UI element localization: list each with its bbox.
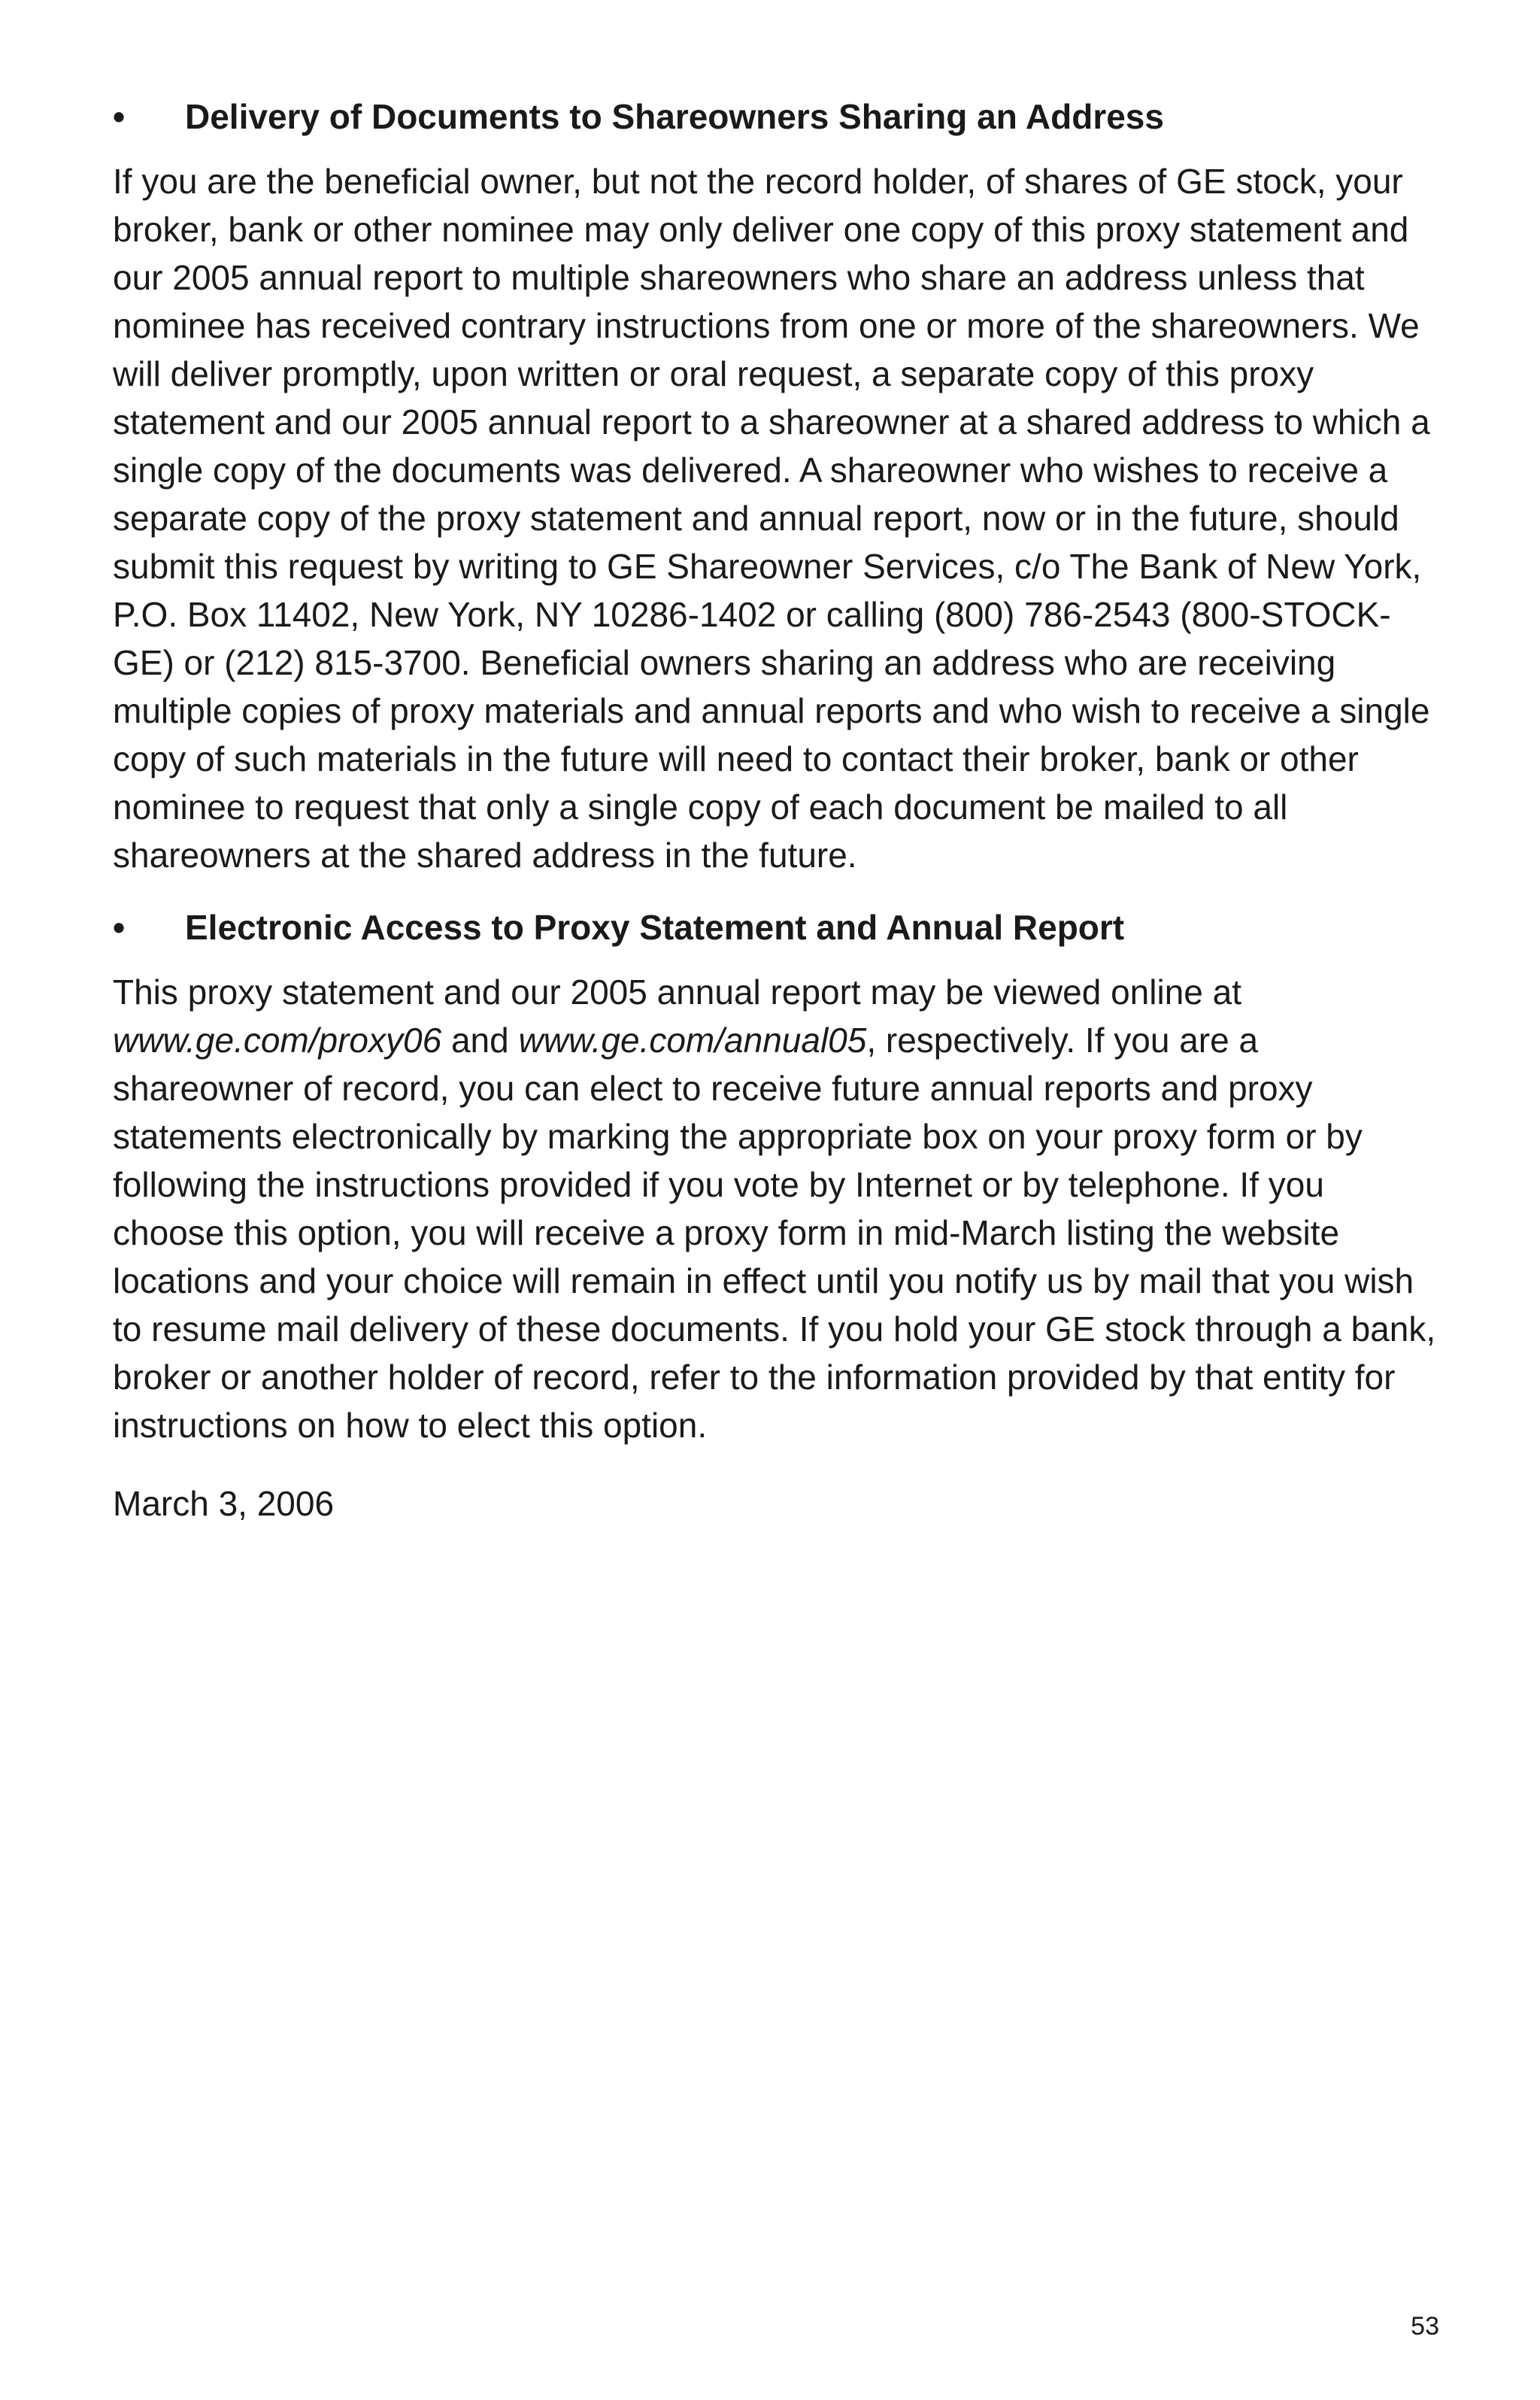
bullet-icon: • [113, 97, 126, 136]
proxy-url-link[interactable]: www.ge.com/proxy06 [113, 1021, 442, 1060]
document-date: March 3, 2006 [113, 1484, 335, 1523]
body-text-and: and [450, 1021, 509, 1060]
page-number: 53 [1411, 2312, 1439, 2341]
section-delivery-of-documents [113, 94, 1436, 879]
bullet-icon: • [113, 908, 126, 947]
document-page [113, 94, 1436, 1562]
section-body [113, 968, 1436, 1449]
section-heading-text: Electronic Access to Proxy Statement and Annual Report [185, 908, 1125, 947]
body-text-part: , respectively. If you are a shareowner of record, you can elect to receive future annual reports and proxy statements electronically by marking the appropriate box on your proxy form or by following the instructions provided if you vote by Internet or by telephone. If you choose this option, you will receive a proxy form in mid-March listing the website locations and your choice will remain in effect until you notify us by mail that you wish to resume mail delivery of these documents. If you hold your GE stock through a bank, broker or another holder of record, refer to the information provided by that entity for instructions on how to elect this option. [113, 1021, 1436, 1445]
section-heading-text: Delivery of Documents to Shareowners Sharing an Address [185, 97, 1164, 136]
section-heading [113, 905, 1436, 950]
section-heading [113, 94, 1436, 139]
section-body: If you are the beneficial owner, but not the record holder, of shares of GE stock, your broker, bank or other nominee may only deliver one copy of this proxy statement and our 2005 annual report to multiple shareowners who share an address unless that nominee has received contrary instructions from one or more of the shareowners. We will deliver promptly, upon written or oral request, a separate copy of this proxy statement and our 2005 annual report to a shareowner at a shared address to which a single copy of the documents was delivered. A shareowner who wishes to receive a separate copy of the proxy statement and annual report, now or in the future, should submit this request by writing to GE Shareowner Services, c/o The Bank of New York, P.O. Box 11402, New York, NY 10286-1402 or calling (800) 786-2543 (800-STOCK-GE) or (212) 815-3700. Beneficial owners sharing an address who are receiving multiple copies of proxy materials and annual reports and who wish to receive a single copy of such materials in the future will need to contact their broker, bank or other nominee to request that only a single copy of each document be mailed to all shareowners at the shared address in the future. [113, 162, 1430, 875]
section-electronic-access [113, 905, 1436, 1449]
annual-report-url-link[interactable]: www.ge.com/annual05 [518, 1021, 867, 1060]
body-text-part: This proxy statement and our 2005 annual report may be viewed online at [113, 972, 1241, 1012]
